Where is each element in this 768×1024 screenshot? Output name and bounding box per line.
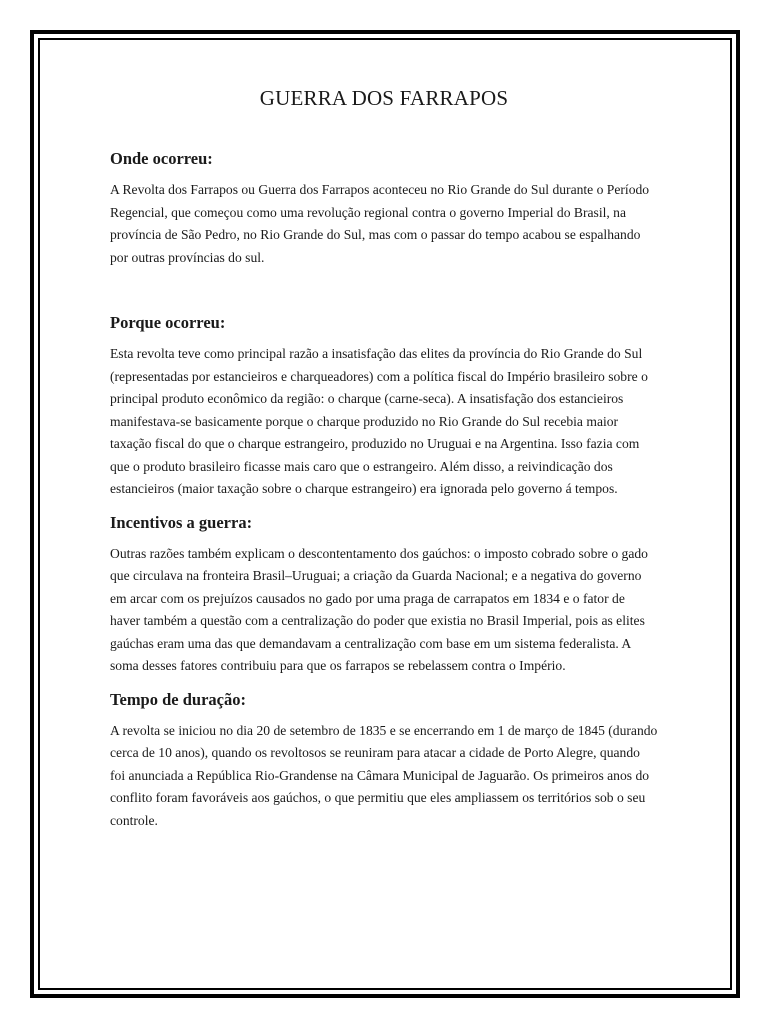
section-tempo-duracao (110, 690, 658, 833)
section-heading: Onde ocorreu: (110, 149, 213, 168)
section-paragraph: Outras razões também explicam o descontentamento dos gaúchos: o imposto cobrado sobre o gado que circulava na fronteira Brasil–Uruguai; a criação da Guarda Nacional; e a negativa do governo em arcar com os prejuízos causados no gado por uma praga de carrapatos em 1834 e o fator de haver também a questão com a centralização do poder que existia no Brasil Imperial, pois as elites gaúchas eram uma das que demandavam a centralização com base em um sistema federalista. A soma desses fatores contribuiu para que os farrapos se rebelassem contra o Império. (110, 545, 648, 673)
document-title: GUERRA DOS FARRAPOS (259, 86, 509, 110)
section-heading: Tempo de duração: (110, 689, 246, 709)
section-paragraph: A Revolta dos Farrapos ou Guerra dos Farrapos aconteceu no Rio Grande do Sul durante o Período Regencial, que começou como uma revolução regional contra o governo Imperial do Brasil, na província de São Pedro, no Rio Grande do Sul, mas com o passar do tempo acabou se espalhando por outras províncias do sul. (110, 182, 650, 265)
section-porque-ocorreu (110, 313, 658, 501)
section-onde-ocorreu (110, 149, 658, 269)
section-paragraph: A revolta se iniciou no dia 20 de setembro de 1835 e se encerrando em 1 de março de 1845 (durando cerca de 10 anos), quando os revoltosos se reuniram para atacar a cidade de Porto Alegre, quando foi anunciada a República Rio-Grandense na Câmara Municipal de Jaguarão. Os primeiros anos do conflito foram favoráveis aos gaúchos, o que permitiu que eles ampliassem os territórios sob o seu controle. (110, 722, 658, 828)
section-incentivos-guerra (110, 513, 658, 678)
section-heading: Incentivos a guerra: (110, 512, 253, 532)
document-content (110, 86, 658, 832)
section-paragraph: Esta revolta teve como principal razão a insatisfação das elites da província do Rio Grande do Sul (representadas por estancieiros e charqueadores) com a política fiscal do Império brasileiro sobre o principal produto econômico da região: o charque (carne-seca). A insatisfação dos estancieiros manifestava-se basicamente porque o charque produzido no Rio Grande do Sul recebia maior taxação fiscal do que o charque estrangeiro, produzido no Uruguai e na Argentina. Isso fazia com que o produto brasileiro ficasse mais caro que o estrangeiro. Além disso, a reivindicação dos estancieiros (maior taxação sobre o charque estrangeiro) era ignorada pelo governo á tempos. (110, 346, 648, 496)
section-heading: Porque ocorreu: (110, 313, 226, 332)
